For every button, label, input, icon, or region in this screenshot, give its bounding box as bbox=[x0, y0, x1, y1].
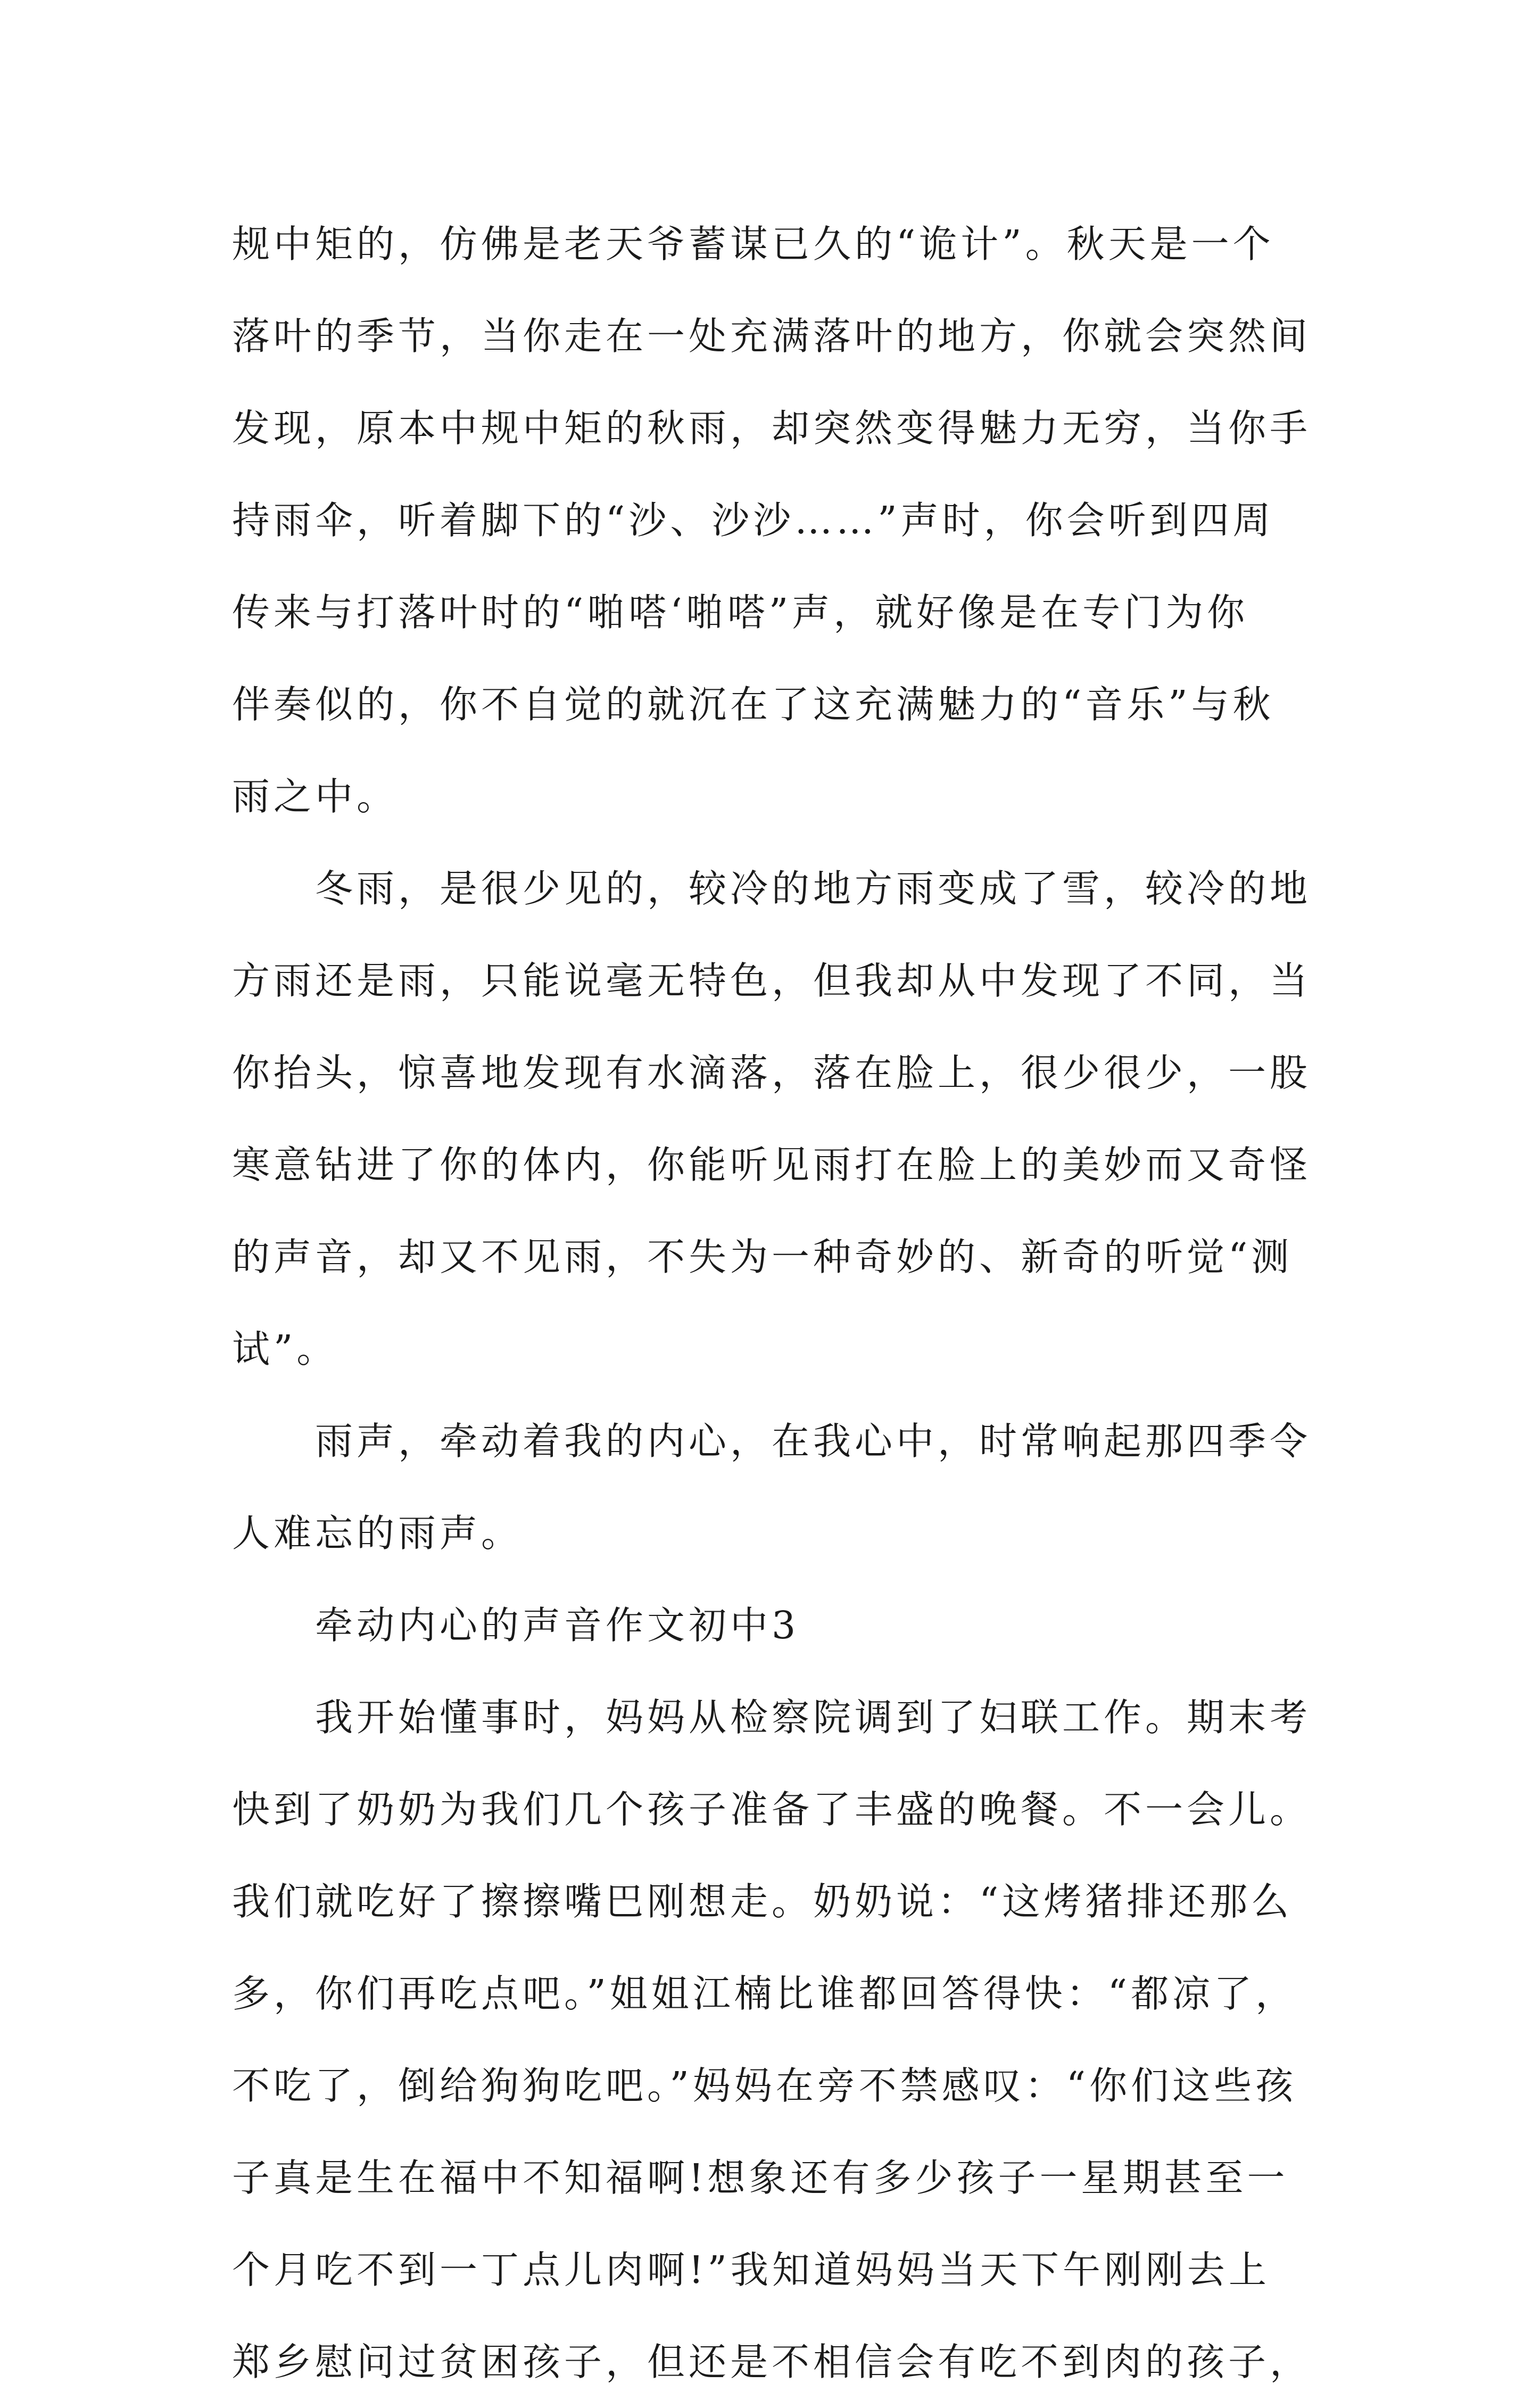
text-line: 牵动内心的声音作文初中3 bbox=[315, 1603, 800, 1647]
text-line: 人难忘的雨声。 bbox=[232, 1511, 523, 1555]
text-line: 雨之中。 bbox=[232, 774, 399, 819]
text-line: 你抬头，惊喜地发现有水滴落，落在脸上，很少很少，一股 bbox=[232, 1051, 1312, 1095]
text-line: 快到了奶奶为我们几个孩子准备了丰盛的晚餐。不一会儿。 bbox=[232, 1787, 1312, 1832]
text-line: 不吃了，倒给狗狗吃吧。”妈妈在旁不禁感叹：“你们这些孩 bbox=[232, 2064, 1297, 2108]
text-line: 传来与打落叶时的“啪嗒‘啪嗒”声，就好像是在专门为你 bbox=[232, 590, 1249, 634]
text-line: 子真是生在福中不知福啊!想象还有多少孩子一星期甚至一 bbox=[232, 2156, 1289, 2200]
text-line: 的声音，却又不见雨，不失为一种奇妙的、新奇的听觉“测 bbox=[232, 1235, 1293, 1279]
text-line: 多，你们再吃点吧。”姐姐江楠比谁都回答得快：“都凉了， bbox=[232, 1972, 1297, 2016]
text-line: 我开始懂事时，妈妈从检察院调到了妇联工作。期末考 bbox=[315, 1695, 1312, 1739]
text-line: 方雨还是雨，只能说毫无特色，但我却从中发现了不同，当 bbox=[232, 959, 1312, 1003]
text-line: 发现，原本中规中矩的秋雨，却突然变得魅力无穷，当你手 bbox=[232, 406, 1312, 450]
text-line: 冬雨，是很少见的，较冷的地方雨变成了雪，较冷的地 bbox=[315, 867, 1312, 911]
text-line: 落叶的季节，当你走在一处充满落叶的地方，你就会突然间 bbox=[232, 314, 1312, 358]
text-line: 规中矩的，仿佛是老天爷蓄谋已久的“诡计”。秋天是一个 bbox=[232, 222, 1274, 266]
text-line: 我们就吃好了擦擦嘴巴刚想走。奶奶说：“这烤猪排还那么 bbox=[232, 1879, 1293, 1924]
text-line: 郑乡慰问过贫困孩子，但还是不相信会有吃不到肉的孩子， bbox=[232, 2340, 1312, 2384]
text-line: 个月吃不到一丁点儿肉啊!”我知道妈妈当天下午刚刚去上 bbox=[232, 2248, 1270, 2292]
text-line: 试”。 bbox=[232, 1327, 338, 1371]
text-line: 伴奏似的，你不自觉的就沉在了这充满魅力的“音乐”与秋 bbox=[232, 682, 1274, 727]
text-line: 持雨伞，听着脚下的“沙、沙沙……”声时，你会听到四周 bbox=[232, 498, 1274, 542]
text-line: 雨声，牵动着我的内心，在我心中，时常响起那四季令 bbox=[315, 1419, 1312, 1463]
text-line: 寒意钻进了你的体内，你能听见雨打在脸上的美妙而又奇怪 bbox=[232, 1143, 1312, 1187]
document-body bbox=[232, 198, 1319, 2408]
